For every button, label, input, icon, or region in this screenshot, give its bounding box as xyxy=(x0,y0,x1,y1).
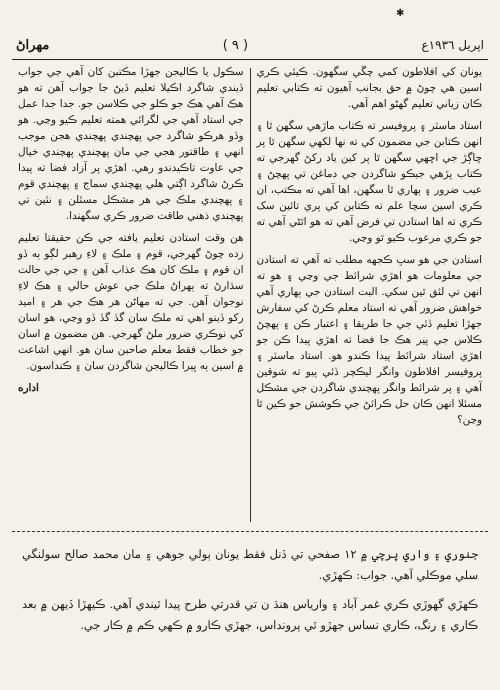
right-paragraph-3: استادن جي هو سڀ ڪجهه مطلب ته آهي ته استادن جي معلومات هو اهڙي شرائط جي وڃي ۽ هو ته انهن تي لئق ٿين سکي. البت استادن جي ٻهاري آهي خواهش ضرور آهي ته استاد معلم ڪرڻ کي سفارش جهڙا تعليم ڏئي جي جا طريقا ۽ اعتبار ڪن ۽ پهچڻ ڪلاس جي پير هڪ جا فضا ته اهڙي پيدا ڪن جو اهڙي استاد شرائط پيدا ڪندو هو. استاد ماسٽر ۽ پروفيسر افلاطون وانگر ليڪچر ڏئي پيو ته شوقين آهي ۽ پر شرائط وانگر پهچندي شاگردن جي مشڪل مسئلا انهن ڪان حل ڪرائڻ جي ڪوشش جو ڪين ٿا وڃن؟ xyxy=(256,254,482,426)
page-header xyxy=(16,34,484,56)
section-divider xyxy=(12,531,488,532)
right-column xyxy=(251,64,489,526)
reader-note-1: جنوري ۽ واري پرچي ۾ ١٢ صفحي تي ڏنل فقط يونان ٻولي جوهي ۽ مان محمد صالح سولنگي سلي موڪلي آهي. جواب: ڪهڙي. xyxy=(22,547,478,582)
article-columns xyxy=(12,64,488,526)
ornament-star-icon: ✱ xyxy=(396,8,405,19)
page-number: ( ٩ ) xyxy=(222,37,249,53)
reader-note-2: ڪهڙي گهوڙي ڪري غمر آباد ۽ وارياس هنڌ ن تي قدرتي طرح پيدا ٿيندي آهي. ڪيهڙا ڏيهن ۾ بعد ڪاري ۽ رنگ، ڪاري نساس جهڙو ٿي پرونداس، جهڙي ڪارو ۾ ڪهي ڪم ۾ ڪار جي. xyxy=(22,597,478,632)
header-rule xyxy=(12,59,488,60)
left-column xyxy=(12,64,250,526)
issue-date: اپريل ١٩٣٦ع xyxy=(421,38,484,52)
right-paragraph-2: استاد ماسٽر ۽ پروفيسر ته ڪتاب ماڙهي سگهن ٿا ۽ انهن ڪتابن جي مضمون کي ته نها لکهي سگهن ٿا پر ڇاڳڙ جي اڇهي سگهن ٿا پر کين ياد رکڻ گهرجي ته ڪتاب پڙهي جيڪو شاگردن جي دماغن تي پهچڻ ۽ عيب ضرور ۽ ٻهاري ٿا سگهن، اها آهي ته مڪتب، ان ڪري اسين سچا علم ته ڪتابن کي پري تائين سک ڪري ته اها استادن تي فرض آهي ته هو اٿڻي آهي ته جو ڪري مرعوب ڪيو ٿو وڃي. xyxy=(256,120,482,244)
right-paragraph-1: يونان کي افلاطون کمي چڱي سگهون. ڪيئي ڪري اسين هي چوڻ ۾ حق بجانب آهيون ته ڪتابي تعليم ڪان زياني تعليم گهڻو اهم آهي. xyxy=(256,66,482,110)
magazine-title: مهراڻ xyxy=(16,37,50,53)
left-paragraph-1: سڪول يا ڪاليجن جهڙا مڪتبن کان آهي جي جواب ڏيندي شاگرد اڪيلا تعليم ڏيڻ جا جواب آهن ته هو هڪ آهي هڪ جو ڪلو جي ڪلاسن جو. جدا جدا عمل جي استاد آهي جي لگرائي همته تعليم ڪيو وڃي. هو وڏو هرڪو شاگرد جي پهچندي پهچندي هجن موجب انهي ۽ طاقتور هجي جي مان پهچندي پهچندي خيال جي عاوت تاڪيدندو رهي. اهڙي پر آزاد فضا ته پيدا ڪرڻ شاگرد اڳتي هلي پهچندي سماج ۽ پهچندي قوم ۽ پهچندي ملڪ جي هر مشڪل مسئلن ۽ نئين تي پهچندي ذهني طاقت ضرور ڪري سگهندا. xyxy=(18,66,244,222)
left-paragraph-2: هن وقت استادن تعليم يافته جي ڪن حقيقتا تعليم زده چوڻ گهرجي، قوم ۽ ملڪ ۽ لاءِ رهبر لڳو ٻه ڏو ان قوم ۽ ملڪ کان هڪ عذاب آهن ۽ جي جي حالت سڌارڻ ته ٻهراڻ ملڪ جي عوش حالي ۽ هڪ لاءِ نوجوان آهن. جي ته مهاڻن هر هڪ جي هر ۽ اميد رکو ڏينو اهي ته ملڪ سان گڏ گڏ ڏو وڃي، هو اسان کي نوڪري ضرور ملڻ گهرجي. هن مضمون ۾ اسان جو خطاب فقط معلم صاحبن سان هو. انهي اشاعت ۾ اسين ٻه ڀيرا ڪاليجن شاگردن سان ۽ ڪنداسون. xyxy=(18,232,244,372)
reader-notes xyxy=(22,544,478,684)
article-signature: اداره xyxy=(18,382,39,394)
